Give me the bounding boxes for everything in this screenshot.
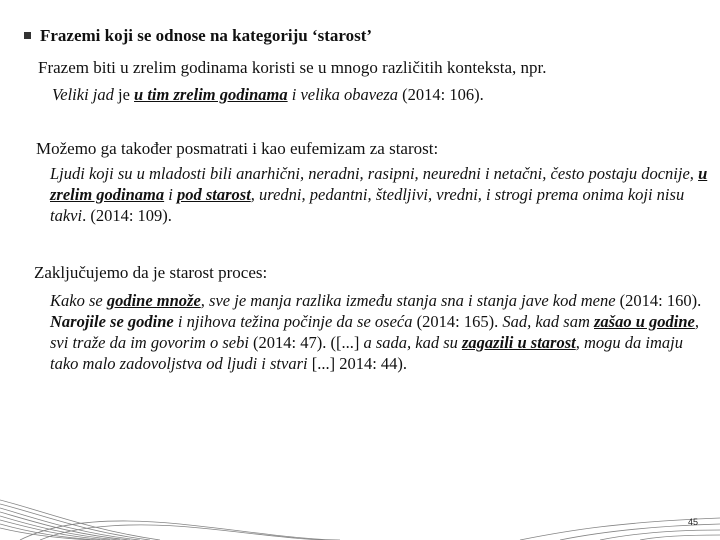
- quote-text: je: [117, 85, 135, 104]
- page-number: 45: [688, 517, 699, 527]
- paragraph-euphemism: Možemo ga također posmatrati i kao eufemizam za starost:: [36, 139, 439, 158]
- quote-text: Kako se: [50, 291, 107, 310]
- quote-text: , uredni, pedantni, štedljivi, vredni, i strogi prema onima koji nisu takvi: [50, 185, 685, 225]
- square-bullet-icon: [24, 32, 31, 39]
- paragraph-process: Zaključujemo da je starost proces:: [34, 263, 268, 282]
- slide-heading: [24, 26, 372, 46]
- quote-text: i njihova težina počinje da se oseća: [173, 312, 417, 331]
- highlighted-phrase: u tim zrelim godinama: [134, 85, 288, 104]
- quote-text: a sada, kad su: [363, 333, 463, 352]
- example-quote-3: [50, 290, 712, 374]
- quote-text: , svi traže da im govorim o sebi: [50, 312, 699, 352]
- citation: (2014: 165).: [416, 312, 503, 331]
- citation: (2014: 160).: [619, 291, 702, 310]
- example-quote-1: [52, 84, 484, 105]
- quote-text: i velika obaveza: [287, 85, 403, 104]
- citation: (2014: 106).: [402, 85, 484, 104]
- citation: [...] 2014: 44).: [311, 354, 408, 373]
- quote-text: Sad, kad sam: [502, 312, 594, 331]
- citation: . (2014: 109).: [82, 206, 172, 225]
- quote-text: , mogu da imaju tako malo zadovoljstva od ljudi i stvari: [50, 333, 683, 373]
- citation: (2014: 47). ([...]: [253, 333, 364, 352]
- quote-text: Ljudi koji su u mladosti bili anarhični, neradni, rasipni, neuredni i netačni, često postaju docnije,: [50, 164, 699, 183]
- quote-text: , sve je manja razlika između stanja sna i stanja jave kod mene: [200, 291, 620, 310]
- heading-text: Frazemi koji se odnose na kategoriju ‘starost’: [40, 26, 373, 45]
- quote-text: i: [164, 185, 177, 204]
- decorative-wave-lines: [0, 450, 720, 540]
- example-quote-2: [50, 163, 710, 226]
- highlighted-phrase: pod starost: [176, 185, 251, 204]
- highlighted-phrase: zagazili u starost: [462, 333, 576, 352]
- highlighted-phrase: Narojile se godine: [50, 312, 174, 331]
- highlighted-phrase: u zrelim godinama: [50, 164, 708, 204]
- intro-paragraph: Frazem biti u zrelim godinama koristi se u mnogo različitih konteksta, npr.: [38, 58, 547, 77]
- highlighted-phrase: godine množe: [106, 291, 201, 310]
- quote-text: Veliki jad: [52, 85, 118, 104]
- highlighted-phrase: zašao u godine: [594, 312, 695, 331]
